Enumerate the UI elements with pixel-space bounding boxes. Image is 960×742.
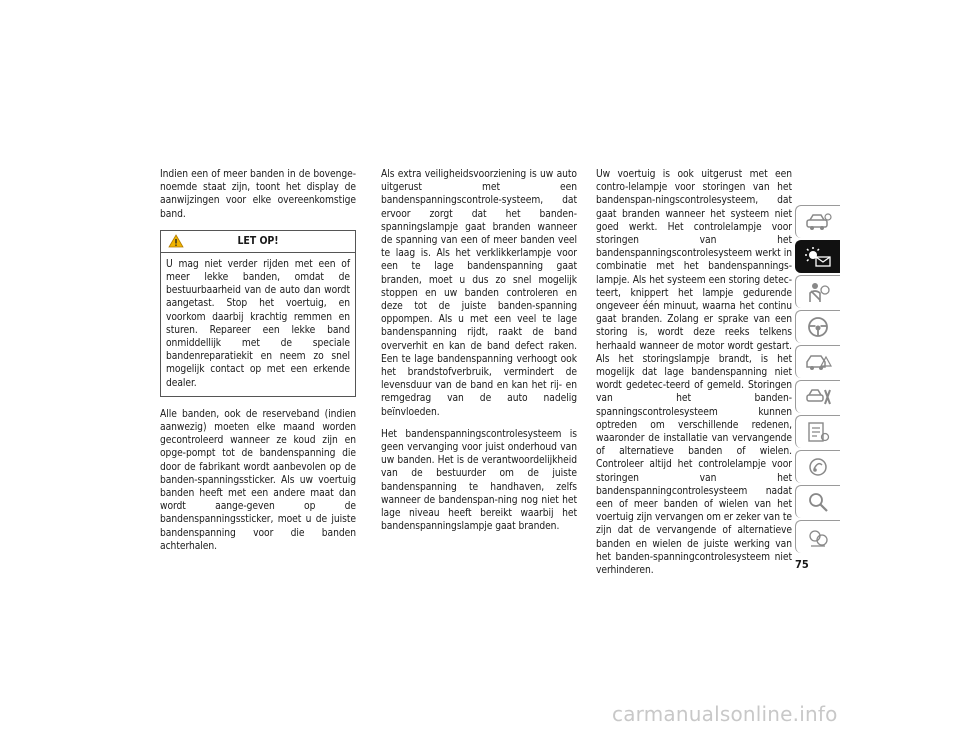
seatbelt-airbag-icon — [805, 281, 831, 303]
car-service-icon — [804, 386, 832, 408]
paragraph-tpms-intro: Als extra veiligheidsvoorziening is uw auto uitgerust met een bandenspanningscontrole-systeem, dat ervoor zorgt dat het banden-spanningslampje gaat branden wanneer de spanning van een of meer banden veel te laag is. Als het verklikkerlampje voor een te lage bandenspanning gaat branden, moet u dus zo snel mogelijk stoppen en uw banden controleren en deze tot de juiste banden-spanning oppompen. Als u met een veel te lage bandenspanning rijdt, raakt de band oververhit en kan de band defect raken. Een te lage bandenspanning verhoogt ook het brandstofverbruik, vermindert de levensduur van de band en kan het rij- en remgedrag van de auto nadelig beïnvloeden. — [381, 169, 577, 418]
steering-wheel-icon — [806, 315, 830, 339]
warning-header — [161, 231, 355, 253]
tab-maintenance[interactable] — [795, 415, 840, 448]
intro-paragraph: Indien een of meer banden in de bovenge-noemde staat zijn, toont het display de aanwijzingen voor elke overeenkomstige band. — [160, 169, 356, 220]
warning-lights-icon — [804, 246, 832, 268]
search-index-icon — [806, 490, 830, 514]
car-alert-icon — [804, 351, 832, 373]
text-column-middle — [381, 168, 577, 542]
warning-box — [160, 230, 356, 397]
tab-warning-lights[interactable] — [795, 240, 840, 273]
paragraph-tpms-malfunction: Uw voertuig is ook uitgerust met een contro-lelampje voor storingen van het bandenspan-ningscontrolesysteem, dat gaat branden wanneer het systeem niet goed werkt. Het controlelampje voor storingen van het bandenspanningscontrolesysteem werkt in combinatie met het bandenspannings-lampje. Als het systeem een storing detec-teert, knippert het lampje gedurende ongeveer één minuut, waarna het continu gaat branden. Zolang er sprake van een storing is, wordt deze reeks telkens herhaald wanneer de motor wordt gestart. Als het storingslampje brandt, is het mogelijk dat lage bandenspanning niet wordt gedetec-teerd of gemeld. Storingen van het banden-spanningscontrolesysteem kunnen optreden om verschillende redenen, waaronder de installatie van vervangende of alternatieve banden of wielen. Controleer altijd het controlelampje voor storingen van het bandenspanningcontrolesysteem nadat een of meer banden of wielen van het voertuig zijn vervangen om er zeker van te zijn dat de vervangende of alternatieve banden en wielen de juiste werking van het banden-spanningcontrolesysteem niet verhinderen. — [596, 169, 792, 577]
tab-service[interactable] — [795, 380, 840, 413]
tab-languages[interactable] — [795, 520, 840, 553]
warning-title: LET OP! — [237, 234, 279, 247]
text-column-left — [160, 168, 356, 562]
warning-triangle-icon — [168, 234, 184, 248]
multimedia-icon — [805, 455, 831, 479]
site-watermark: carmanualsonline.info — [612, 702, 838, 726]
tab-driving[interactable] — [795, 310, 840, 343]
page-number: 75 — [795, 558, 809, 571]
paragraph-tire-check: Alle banden, ook de reserveband (indien aanwezig) moeten elke maand worden gecontroleerd wanneer ze koud zijn en opge-pompt tot de bandenspanning die door de fabrikant wordt aanbevolen op de banden-spanningssticker. Als uw voertuig banden heeft met een andere maat dan wordt aange-geven op de bandenspanningssticker, moet u de juiste bandenspanning voor die banden achterhalen. — [160, 408, 356, 552]
maintenance-list-icon — [805, 421, 831, 443]
car-info-icon — [804, 212, 832, 232]
tab-car-info[interactable] — [795, 205, 840, 238]
tab-multimedia[interactable] — [795, 450, 840, 483]
tab-safety[interactable] — [795, 275, 840, 308]
warning-text: U mag niet verder rijden met een of meer lekke banden, omdat de bestuurbaarheid van de auto dan wordt aangetast. Stop het voertuig, en voorkom daarbij krachtig remmen en sturen. Repareer een lekke band onmiddellijk met de speciale bandenreparatiekit en neem zo snel mogelijk contact op met een erkende dealer. — [166, 258, 350, 389]
paragraph-tpms-responsibility: Het bandenspanningscontrolesysteem is geen vervanging voor juist onderhoud van uw banden. Het is de verantwoordelijkheid van de bestuurder om de juiste bandenspanning te handhaven, zelfs wanneer de bandenspan-ning nog niet het lage niveau heeft bereikt waarbij het bandenspanningslampje gaat branden. — [381, 428, 577, 533]
text-column-right — [596, 168, 792, 586]
tab-emergency[interactable] — [795, 345, 840, 378]
tab-index[interactable] — [795, 485, 840, 518]
languages-icon — [805, 525, 831, 549]
chapter-tabs — [795, 205, 840, 555]
